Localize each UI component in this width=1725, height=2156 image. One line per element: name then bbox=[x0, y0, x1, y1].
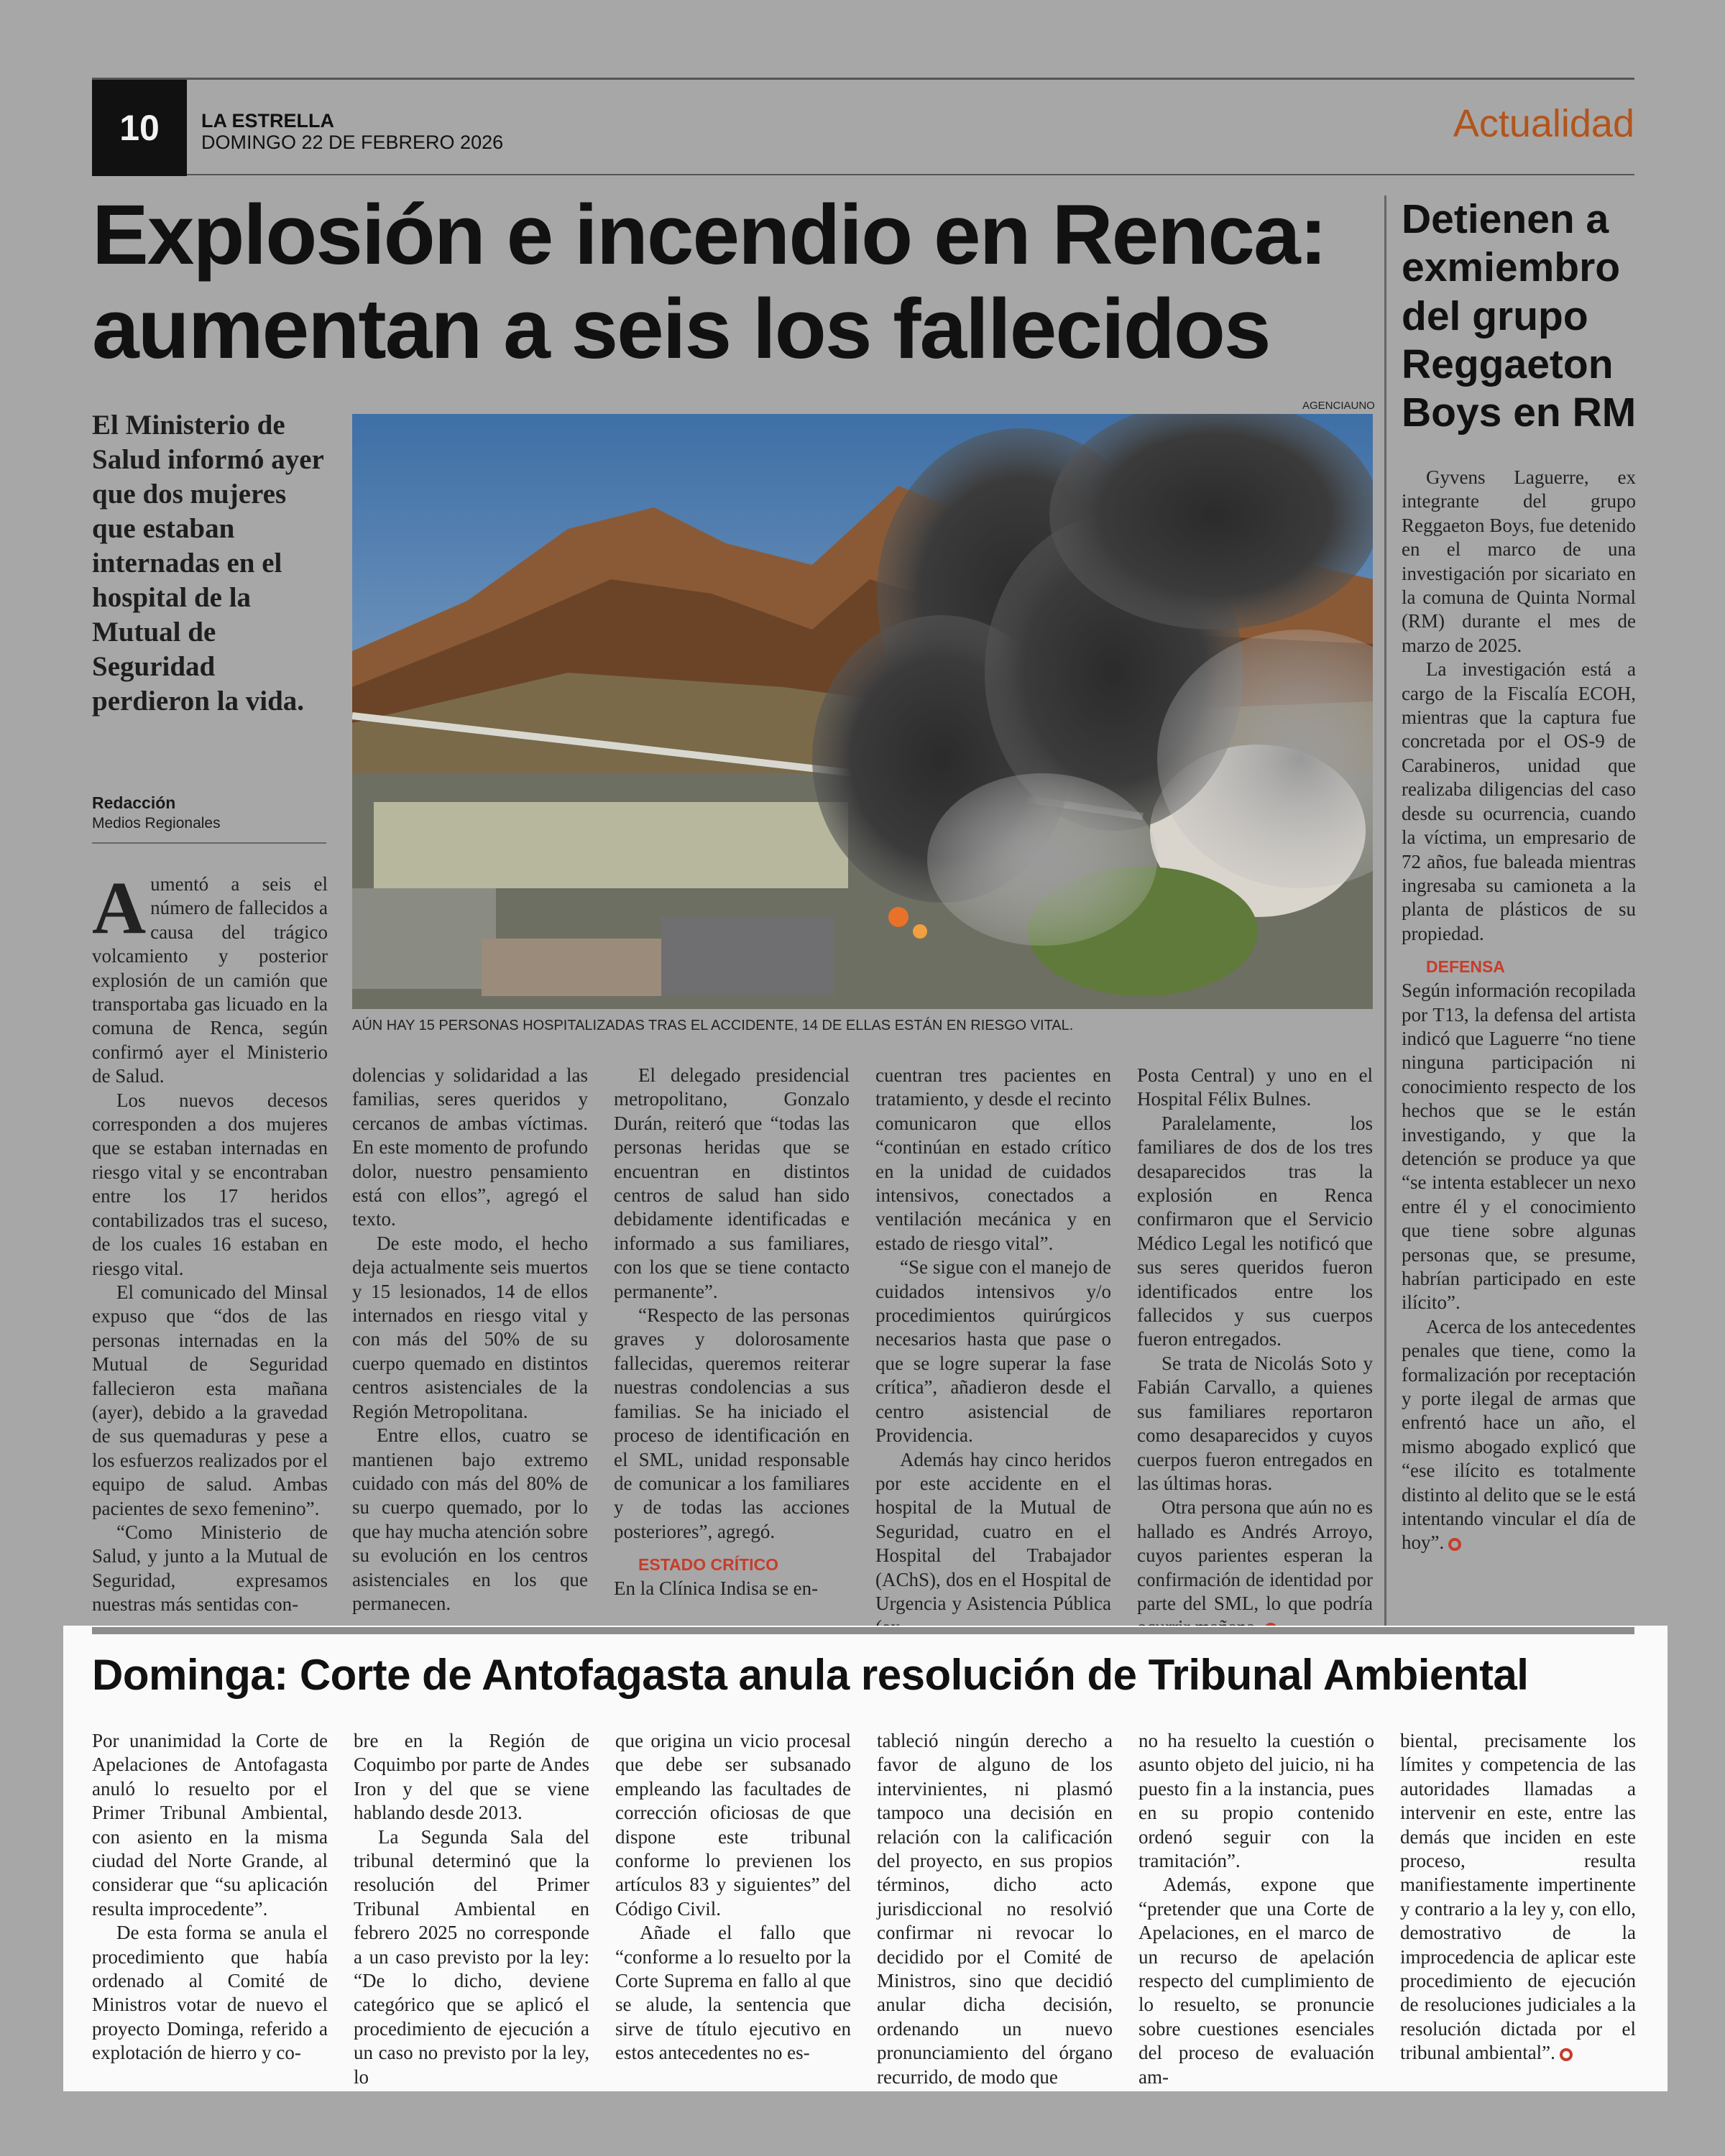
paragraph bbox=[1402, 1315, 1636, 1555]
column-divider bbox=[1384, 195, 1386, 1633]
paragraph: De esta forma se anula el procedimiento que había ordenado al Comité de Ministros votar de nuevo el proyecto Dominga, referido a explotación de hierro y co- bbox=[92, 1922, 328, 2064]
paragraph: “Se sigue con el manejo de cuidados intensivos y/o procedimientos quirúrgicos necesarios hasta que pase o que se logre superar la fase crítica”, añadieron desde el centro asistencial de Providencia. bbox=[875, 1256, 1111, 1447]
page-number: 10 bbox=[92, 80, 187, 176]
paragraph: Además hay cinco heridos por este accidente en el hospital de la Mutual de Seguridad, cuatro en el Hospital del Trabajador (AChS), dos en el Hospital de Urgencia y Asistencia Pública bbox=[875, 1448, 1111, 1614]
paragraph: no ha resuelto la cuestión o asunto objeto del juicio, ni ha puesto fin a la instancia, pues en su propio contenido ordenó seguir con la tramitación”. bbox=[1138, 1730, 1374, 1872]
article-column-5 bbox=[1137, 1064, 1373, 1640]
end-mark-icon bbox=[1560, 2048, 1573, 2061]
paragraph: El delegado presidencial metropolitano, Gonzalo Durán, reiteró que “todas las personas heridas que se encuentran en distintos centros de salud han sido debidamente identificadas e informado a sus familiares, con los que se tiene contacto permanente”. bbox=[614, 1064, 850, 1302]
paragraph: “Como Ministerio de Salud, y junto a la Mutual de Seguridad, expresamos nuestras más sentidas con- bbox=[92, 1521, 328, 1616]
bottom-column-5 bbox=[1138, 1729, 1374, 2089]
paragraph: Entre ellos, cuatro se mantienen bajo extremo cuidado con más del 80% de su cuerpo quemado, por lo que hay mucha atención sobre su evolución en los centros asistenciales en los que permanecen. bbox=[352, 1424, 588, 1614]
paragraph bbox=[1400, 1729, 1636, 2065]
paragraph bbox=[1137, 1496, 1373, 1639]
paragraph: La investigación está a cargo de la Fiscalía ECOH, mientras que la captura fue concretada por el OS-9 de Carabineros, unidad que realizaba diligencias del caso desde su ocurrencia, cuando la víctima, un empresario de 72 años, fue baleada mientras ingresaba su camioneta a la planta de plásticos de su propiedad. bbox=[1402, 658, 1636, 944]
paragraph: Según información recopilada por T13, la defensa del artista indicó que Laguerre “no tiene ninguna participación ni conocimiento respecto de los hechos que se le están investigando, y que la detención se produce ya que “se intenta establecer un nexo entre él y el conocimiento que tiene sobre algunas personas que, se presume, habrían participado en este ilícito”. bbox=[1402, 980, 1636, 1314]
sidebar-text bbox=[1402, 466, 1636, 1555]
byline-organization: Medios Regionales bbox=[92, 815, 221, 831]
paragraph: De este modo, el hecho deja actualmente seis muertos y 15 lesionados, 14 de ellos internados en riesgo vital y con más del 50% de su cuerpo quemado en distintos centros asistenciales de la Región Metropolitana. bbox=[352, 1232, 588, 1422]
publication-name: LA ESTRELLA bbox=[201, 110, 334, 132]
main-headline: Explosión e incendio en Renca: aumentan a seis los fallecidos bbox=[92, 188, 1326, 377]
bottom-column-3 bbox=[615, 1729, 851, 2065]
article-column-4 bbox=[875, 1064, 1111, 1640]
subheading-defensa: DEFENSA bbox=[1426, 957, 1505, 977]
byline-divider bbox=[92, 842, 326, 844]
article-lead: El Ministerio de Salud informó ayer que dos mujeres que estaban internadas en el hospital de la Mutual de Seguridad perdieron la vida. bbox=[92, 410, 324, 717]
news-photo bbox=[352, 414, 1373, 1009]
end-mark-icon bbox=[1448, 1538, 1461, 1551]
paragraph: La Segunda Sala del tribunal determinó que la resolución del Primer Tribunal Ambiental en febrero 2025 no corresponde a un caso previsto por la ley: “De lo dicho, deviene categórico que se aplicó el procedimiento de ejecución a un caso no previsto por la ley, lo bbox=[354, 1825, 589, 2088]
publication-date: DOMINGO 22 DE FEBRERO 2026 bbox=[201, 132, 504, 153]
section-title: Actualidad bbox=[1453, 102, 1634, 145]
paragraph bbox=[92, 867, 328, 1089]
bottom-column-6 bbox=[1400, 1729, 1636, 2065]
paragraph-text: biental, precisamente los límites y competencia de las autoridades llamadas a intervenir en este, entre las demás que inciden en este proceso, resulta manifiestamente impertinente y contrario a la ley y, con ello, demostrativo de la improcedencia de aplicar este procedimiento de ejecución de resoluciones judiciales a la resolución dictada por el tribunal ambiental”. bbox=[1400, 1730, 1636, 2064]
article-column-1 bbox=[92, 867, 328, 1617]
photo-credit: AGENCIAUNO bbox=[1302, 400, 1375, 412]
paragraph: El comunicado del Minsal expuso que “dos de las personas internadas en la Mutual de Seguridad fallecieron esta mañana (ayer), debido a la gravedad de sus quemaduras y pese a los esfuerzos realizados por el equipo de salud. Ambas pacientes de sexo femenino”. bbox=[92, 1281, 328, 1519]
paragraph: que origina un vicio procesal que debe ser subsanado empleando las facultades de corrección oficiosas de que dispone este tribunal conforme lo previenen los artículos 83 y siguientes” del Código Civil. bbox=[615, 1730, 851, 1920]
paragraph: En la Clínica Indisa se en- bbox=[614, 1577, 819, 1600]
paragraph-text: Otra persona que aún no es hallado es Andrés Arroyo, cuyos parientes esperan la confirmación de identidad por parte del SML, lo que podría bbox=[1137, 1496, 1373, 1614]
page-header bbox=[92, 78, 1634, 175]
paragraph: dolencias y solidaridad a las familias, seres queridos y cercanos de ambas víctimas. En este momento de profundo dolor, nuestro pensamiento está con ellos”, agregó el texto. bbox=[352, 1064, 588, 1230]
paragraph: tableció ningún derecho a favor de alguno de los intervinientes, ni plasmó tampoco una decisión en relación con la calificación del proyecto, en sus propios términos, dicho acto jurisdiccional no resolvió confirmar ni revocar lo decidido por el Comité de Ministros, sino que decidió anular dicha decisión, ordenando un nuevo pronunciamiento del órgano recurrido, de modo que bbox=[877, 1730, 1113, 2088]
bottom-article-top-rule bbox=[92, 1627, 1634, 1634]
paragraph: Paralelamente, los familiares de dos de los tres desaparecidos tras la explosión en Renca confirmaron que el Servicio Médico Legal les notificó que sus seres queridos fueron identificados entre los fallecidos y sus cuerpos fueron entregados. bbox=[1137, 1112, 1373, 1350]
sidebar-headline: Detienen a exmiembro del grupo Reggaeton Boys en RM bbox=[1402, 196, 1637, 436]
paragraph-text: Acerca de los antecedentes penales que tiene, como la formalización por receptación y porte ilegal de armas que enfrentó hace un año, el mismo abogado explicó que “ese ilícito es totalmente distinto al delito que se le está intentando vincular el día de hoy”. bbox=[1402, 1315, 1636, 1554]
bottom-column-4 bbox=[877, 1729, 1113, 2089]
paragraph: “Respecto de las personas graves y dolorosamente fallecidas, queremos reiterar nuestras condolencias a sus familias. Se ha iniciado el proceso de identificación en el SML, unidad responsable de comunicar a los familiares y de todas las acciones posteriores”, agregó. bbox=[614, 1304, 850, 1542]
paragraph-text: umentó a seis el número de fallecidos a causa del trágico volcamiento y posterior explosión de un camión que transportaba gas licuado en la comuna de Renca, según confirmó ayer el Ministerio de Salud. bbox=[92, 873, 328, 1087]
paragraph: Los nuevos decesos corresponden a dos mujeres que se estaban internadas en riesgo vital y se encontraban entre los 17 heridos contabilizados tras el suceso, de los cuales 16 estaban en riesgo vital. bbox=[92, 1089, 328, 1279]
paragraph: Añade el fallo que “conforme a lo resuelto por la Corte Suprema en fallo al que se alude, la sentencia que sirve de título ejecutivo en estos antecedentes no es- bbox=[615, 1922, 851, 2064]
paragraph: Se trata de Nicolás Soto y Fabián Carvallo, a quienes sus familiares reportaron como desaparecidos y cuyos cuerpos fueron entregados en las últimas horas. bbox=[1137, 1352, 1373, 1494]
byline-author: Redacción bbox=[92, 793, 176, 812]
article-column-3 bbox=[614, 1064, 850, 1601]
paragraph: Posta Central) y uno en el Hospital Félix Bulnes. bbox=[1137, 1064, 1373, 1110]
paragraph: bre en la Región de Coquimbo por parte de Andes Iron y del que se viene hablando desde 2013. bbox=[354, 1730, 589, 1824]
paragraph: Gyvens Laguerre, ex integrante del grupo Reggaeton Boys, fue detenido en el marco de una investigación por sicariato en la comuna de Quinta Normal (RM) durante el mes de marzo de 2025. bbox=[1402, 466, 1636, 656]
bottom-column-2 bbox=[354, 1729, 589, 2089]
bottom-headline: Dominga: Corte de Antofagasta anula resolución de Tribunal Ambiental bbox=[92, 1651, 1529, 1699]
drop-cap: A bbox=[92, 867, 147, 949]
paragraph: cuentran tres pacientes en tratamiento, y desde el recinto comunicaron que ellos “continúan en estado crítico en la unidad de cuidados intensivos, conectados a ventilación mecánica y en estado de riesgo vital”. bbox=[875, 1064, 1111, 1254]
article-column-2 bbox=[352, 1064, 588, 1616]
bottom-column-1 bbox=[92, 1729, 328, 2065]
subheading-estado-critico: ESTADO CRÍTICO bbox=[638, 1555, 779, 1575]
fire-scene-illustration bbox=[352, 414, 1373, 1009]
paragraph: Por unanimidad la Corte de Apelaciones de Antofagasta anuló lo resuelto por el Primer Tribunal Ambiental, con asiento en la misma ciudad del Norte Grande, al considerar que “su aplicación resulta improcedente”. bbox=[92, 1730, 328, 1920]
photo-caption: AÚN HAY 15 PERSONAS HOSPITALIZADAS TRAS EL ACCIDENTE, 14 DE ELLAS ESTÁN EN RIESGO VITAL. bbox=[352, 1018, 1074, 1033]
paragraph: Además, expone que “pretender que una Corte de Apelaciones, en el marco de un recurso de apelación respecto del cumplimiento de lo resuelto, se pronuncie sobre cuestiones esenciales del proceso de evaluación am- bbox=[1138, 1874, 1374, 2088]
